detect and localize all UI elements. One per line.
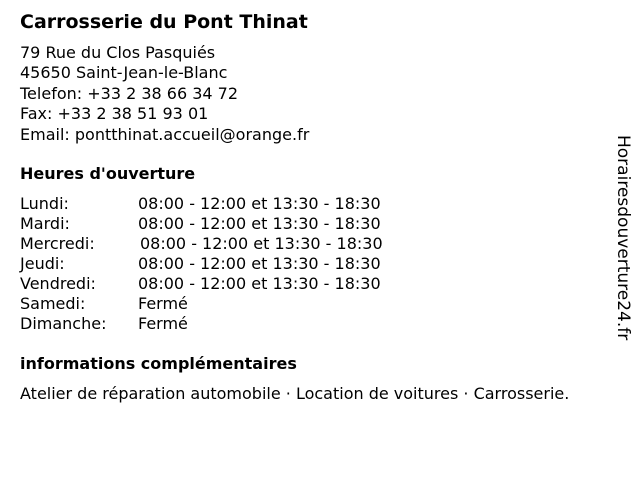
day-hours: 08:00 - 12:00 et 13:30 - 18:30 xyxy=(138,274,381,293)
day-hours: 08:00 - 12:00 et 13:30 - 18:30 xyxy=(138,194,381,213)
watermark-text: Horairesdouverture24.fr xyxy=(613,135,633,341)
day-label: Jeudi: xyxy=(20,254,65,273)
day-label: Lundi: xyxy=(20,194,69,213)
additional-info-heading: informations complémentaires xyxy=(20,354,297,373)
day-label: Dimanche: xyxy=(20,314,107,333)
day-hours: 08:00 - 12:00 et 13:30 - 18:30 xyxy=(138,214,381,233)
contact-block xyxy=(20,43,309,145)
day-label: Vendredi: xyxy=(20,274,96,293)
day-hours: Fermé xyxy=(138,314,188,333)
email-address: Email: pontthinat.accueil@orange.fr xyxy=(20,124,310,144)
address-line-2: 45650 Saint-Jean-le-Blanc xyxy=(20,63,228,83)
day-hours: Fermé xyxy=(138,294,188,313)
opening-hours-heading: Heures d'ouverture xyxy=(20,164,196,183)
business-name: Carrosserie du Pont Thinat xyxy=(20,11,308,33)
day-label: Mardi: xyxy=(20,214,70,233)
day-label: Samedi: xyxy=(20,294,86,313)
day-label: Mercredi: xyxy=(20,234,95,253)
address-line-1: 79 Rue du Clos Pasquiés xyxy=(20,43,216,62)
fax-number: Fax: +33 2 38 51 93 01 xyxy=(20,104,209,124)
phone-number: Telefon: +33 2 38 66 34 72 xyxy=(20,83,239,103)
additional-info-text: Atelier de réparation automobile · Location de voitures · Carrosserie. xyxy=(20,384,570,403)
day-hours: 08:00 - 12:00 et 13:30 - 18:30 xyxy=(140,234,383,253)
day-hours: 08:00 - 12:00 et 13:30 - 18:30 xyxy=(138,254,381,273)
